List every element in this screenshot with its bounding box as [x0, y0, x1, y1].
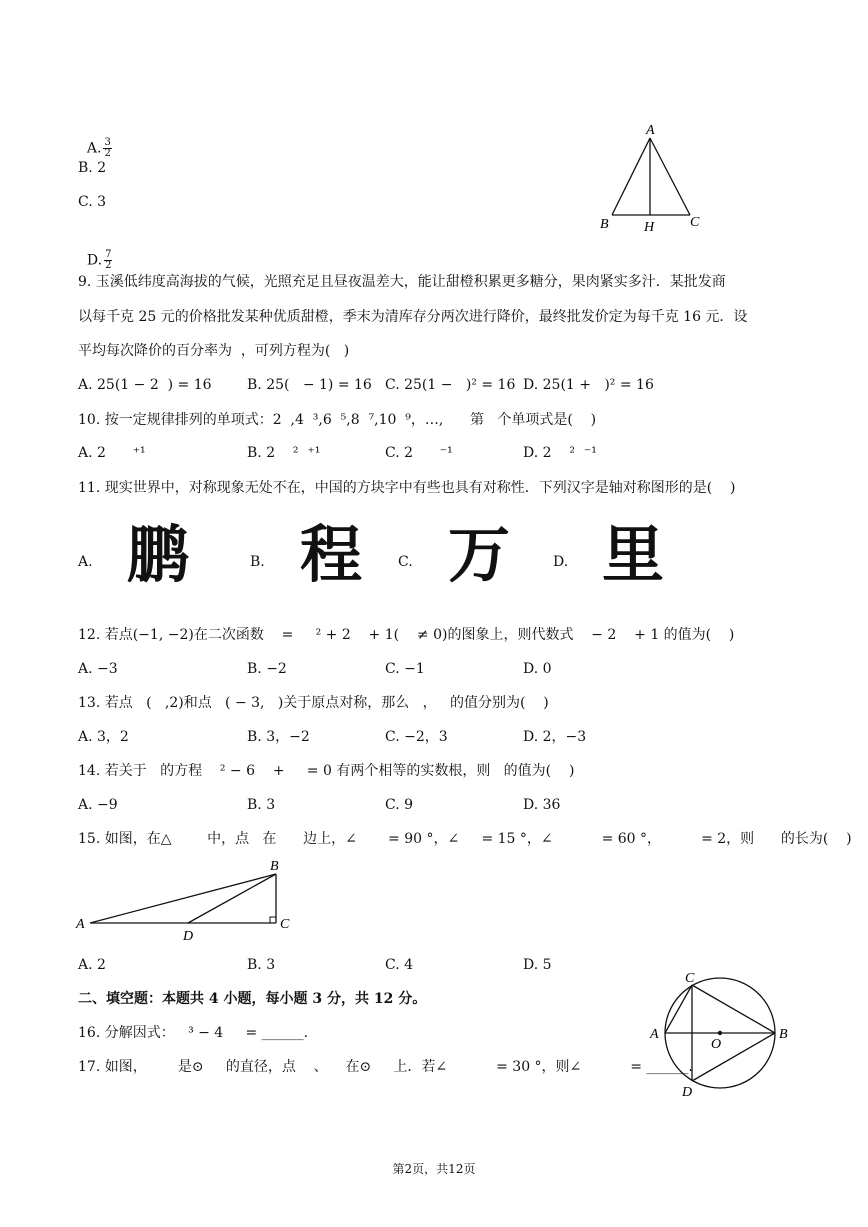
q9-option-a: A. 25(1 − 2 ) = 16	[78, 377, 212, 393]
label-a: A	[650, 1027, 659, 1042]
q10-option-d: D. 2 ² ⁻¹	[523, 445, 597, 461]
q15-option-b: B. 3	[247, 957, 276, 973]
label-c: C	[690, 215, 700, 230]
label-c: C	[280, 917, 290, 932]
q8-option-a-fraction	[103, 138, 111, 159]
q8-option-d-numerator: 7	[105, 249, 112, 260]
q8-option-d-fraction	[104, 250, 112, 271]
q8-option-d-label: D.	[86, 252, 103, 269]
q17-stem: 17. 如图， 是⊙ 的直径，点 、 在⊙ 上．若∠ = 30 °，则∠ = ______.	[78, 1059, 693, 1075]
q12-stem: 12. 若点(−1, −2)在二次函数 = ² + 2 + 1( ≠ 0)的图象上，则代数式 − 2 + 1 的值为( )	[78, 627, 735, 643]
label-a: A	[646, 123, 655, 138]
circle-figure	[645, 964, 795, 1100]
q11-option-c-char: 万	[448, 518, 511, 591]
q8-option-a-label: A.	[86, 140, 102, 157]
q8-option-a-numerator: 3	[104, 137, 111, 148]
q9-stem-line2: 以每千克 25 元的价格批发某种优质甜橙，季末为清库存分两次进行降价，最终批发价定为每千克 16 元．设	[78, 309, 748, 325]
q10-stem: 10. 按一定规律排列的单项式：2 ,4 ³,6 ⁵,8 ⁷,10 ⁹，…, 第 个单项式是( )	[78, 412, 597, 428]
q13-option-b: B. 3，−2	[247, 729, 310, 745]
q14-option-a: A. −9	[78, 797, 118, 813]
q8-option-c: C. 3	[78, 194, 107, 210]
q9-option-d: D. 25(1 + )² = 16	[523, 377, 654, 393]
q8-option-b: B. 2	[78, 160, 107, 176]
q12-option-c: C. −1	[385, 661, 425, 677]
q11-option-a-label: A.	[78, 554, 93, 570]
q14-option-b: B. 3	[247, 797, 276, 813]
side-ac	[650, 138, 690, 215]
side-ab	[90, 874, 276, 923]
label-b: B	[779, 1027, 788, 1042]
center-point	[718, 1031, 722, 1035]
label-a: A	[76, 917, 85, 932]
q12-option-b: B. −2	[247, 661, 287, 677]
q11-stem: 11. 现实世界中，对称现象无处不在，中国的方块字中有些也具有对称性．下列汉字是轴对称图形的是( )	[78, 480, 736, 496]
q13-option-a: A. 3，2	[78, 729, 129, 745]
q11-option-b-char: 程	[300, 518, 363, 591]
label-d: D	[682, 1085, 693, 1100]
q13-option-d: D. 2，−3	[523, 729, 587, 745]
label-h: H	[644, 220, 655, 235]
triangle-figure	[592, 118, 712, 238]
q9-option-b: B. 25( − 1) = 16	[247, 377, 372, 393]
label-b: B	[600, 217, 609, 232]
q9-option-c: C. 25(1 − )² = 16	[385, 377, 516, 393]
q9-stem-line1: 9. 玉溪低纬度高海拔的气候，光照充足且昼夜温差大，能让甜橙积累更多糖分，果肉紧实多汁．某批发商	[78, 274, 726, 290]
q8-option-d	[78, 230, 112, 271]
label-d: D	[183, 929, 194, 944]
q8-option-a-denominator: 2	[104, 148, 111, 159]
q10-option-a: A. 2 ⁺¹	[78, 445, 146, 461]
right-angle-mark	[270, 917, 276, 923]
q10-option-c: C. 2 ⁻¹	[385, 445, 453, 461]
q8-option-d-denominator: 2	[105, 260, 112, 271]
segment-bd	[188, 874, 276, 923]
q9-stem-line3: 平均每次降价的百分率为 ，可列方程为( )	[78, 343, 350, 359]
q12-option-d: D. 0	[523, 661, 552, 677]
q10-option-b: B. 2 ² ⁺¹	[247, 445, 321, 461]
q13-stem: 13. 若点 ( ,2)和点 ( − 3, )关于原点对称，那么 ， 的值分别为( )	[78, 695, 549, 711]
chord-db	[692, 1033, 775, 1081]
label-c: C	[685, 971, 695, 986]
q15-option-a: A. 2	[78, 957, 106, 973]
q11-option-c-label: C.	[398, 554, 413, 570]
q12-option-a: A. −3	[78, 661, 118, 677]
chord-ca	[665, 985, 692, 1033]
q13-option-c: C. −2，3	[385, 729, 448, 745]
q11-option-b-label: B.	[250, 554, 265, 570]
q14-stem: 14. 若关于 的方程 ² − 6 + = 0 有两个相等的实数根，则 的值为( )	[78, 763, 575, 779]
q11-option-d-char: 里	[602, 518, 665, 591]
side-ab	[612, 138, 650, 215]
section-fill-in-heading: 二、填空题：本题共 4 小题，每小题 3 分，共 12 分。	[78, 991, 427, 1007]
label-b: B	[270, 859, 279, 874]
page-footer: 第2页，共12页	[392, 1162, 476, 1176]
chord-cb	[692, 985, 775, 1033]
q15-option-d: D. 5	[523, 957, 552, 973]
q15-figure	[74, 856, 304, 946]
q15-stem: 15. 如图，在△ 中，点 在 边上，∠ = 90 °，∠ = 15 °，∠ = 60 °， = 2，则 的长为( )	[78, 831, 852, 847]
q14-option-d: D. 36	[523, 797, 561, 813]
q16-stem: 16. 分解因式： ³ − 4 = ______.	[78, 1025, 309, 1041]
q8-option-a	[78, 118, 112, 159]
label-o: O	[711, 1037, 722, 1052]
q14-option-c: C. 9	[385, 797, 414, 813]
q15-option-c: C. 4	[385, 957, 414, 973]
q11-option-a-char: 鹏	[127, 518, 190, 591]
q11-option-d-label: D.	[553, 554, 569, 570]
